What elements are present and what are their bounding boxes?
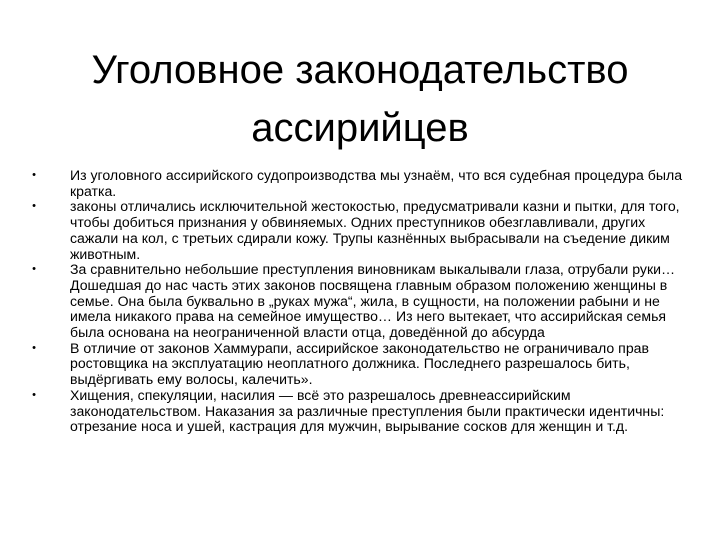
bullet-item — [28, 168, 688, 199]
bullet-marker: • — [32, 388, 36, 401]
bullet-item — [28, 388, 688, 435]
slide-title-line-2: ассирийцев — [251, 105, 469, 150]
bullet-text: Хищения, спекуляции, насилия — всё это разрешалось древнеассирийским законодательством. Наказания за различные преступления были практически идентичны: отрезание носа и ушей, кастрация для мужчин, вырывание сосков для женщин и т.д. — [70, 386, 665, 435]
bullet-marker: • — [32, 263, 36, 276]
slide-title-line-1: Уголовное законодательство — [91, 47, 629, 92]
bullet-item — [28, 262, 688, 341]
bullet-list — [28, 168, 688, 435]
bullet-text: За сравнительно небольшие преступления виновникам выкалывали глаза, отрубали руки… Дошедшая до нас часть этих законов посвящена главным образом положению женщины в семье. Она была буквально в „руках мужа“, жила, в сущности, на положении рабыни и не имела никакого права на семейное имущество… Из него вытекает, что ассирийская семья была основана на неограниченной власти отца, доведённой до абсурда — [70, 261, 676, 341]
bullet-marker: • — [32, 200, 36, 213]
slide-title — [36, 41, 684, 157]
bullet-text: Из уголовного ассирийского судопроизводства мы узнаём, что вся судебная процедура была кратка. — [70, 167, 683, 199]
bullet-text: законы отличались исключительной жестокостью, предусматривали казни и пытки, для того, чтобы добиться признания у обвиняемых. Одних преступников обезглавливали, других сажали на кол, с третьих сдирали кожу. Трупы казнённых выбрасывали на съедение диким животным. — [70, 198, 680, 262]
bullet-marker: • — [32, 169, 36, 181]
bullet-item — [28, 341, 688, 388]
bullet-item — [28, 199, 688, 262]
bullet-text: В отличие от законов Хаммурапи, ассирийское законодательство не ограничивало прав ростовщика на эксплуатацию неоплатного должника. Последнего разрешалось бить, выдёргивать ему волосы, калечить». — [70, 339, 649, 388]
bullet-marker: • — [32, 341, 36, 354]
